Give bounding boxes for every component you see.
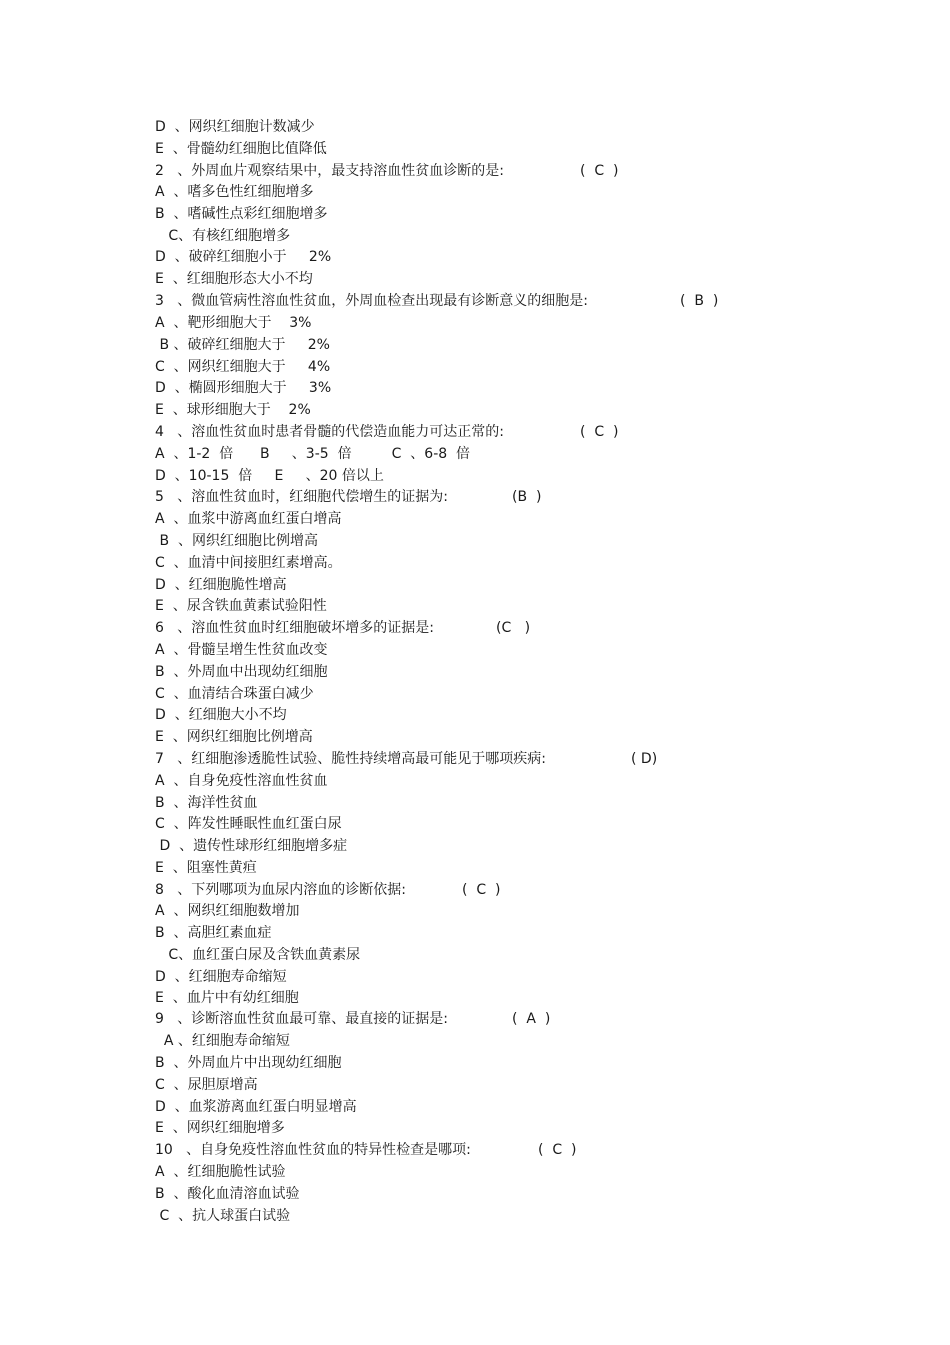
option-line: D 、红细胞脆性增高	[155, 577, 287, 593]
option-line: B 、网织红细胞比例增高	[155, 533, 318, 549]
question-line: 9 、诊断溶血性贫血最可靠、最直接的证据是:	[155, 1011, 448, 1027]
option-line: C、血红蛋白尿及含铁血黄素尿	[155, 947, 361, 963]
option-line: D 、破碎红细胞小于 2%	[155, 249, 332, 265]
option-line: E 、阻塞性黄疸	[155, 860, 257, 876]
answer-mark: ( C )	[580, 424, 619, 440]
question-line: 5 、溶血性贫血时，红细胞代偿增生的证据为:	[155, 489, 448, 505]
question-line: 3 、微血管病性溶血性贫血，外周血检查出现最有诊断意义的细胞是:	[155, 293, 588, 309]
option-line: A 、红细胞寿命缩短	[155, 1033, 290, 1049]
option-line: D 、红细胞寿命缩短	[155, 969, 287, 985]
option-line: C 、抗人球蛋白试验	[155, 1208, 291, 1224]
option-line: A 、血浆中游离血红蛋白增高	[155, 511, 342, 527]
answer-mark: (C )	[496, 620, 531, 636]
option-line: D 、遗传性球形红细胞增多症	[155, 838, 348, 854]
answer-mark: ( A )	[512, 1011, 551, 1027]
option-line: C 、血清中间接胆红素增高。	[155, 555, 342, 571]
option-line: A 、靶形细胞大于 3%	[155, 315, 312, 331]
question-line: 2 、外周血片观察结果中，最支持溶血性贫血诊断的是:	[155, 163, 504, 179]
answer-mark: ( B )	[680, 293, 719, 309]
option-line: E 、网织红细胞增多	[155, 1120, 285, 1136]
option-line: D 、红细胞大小不均	[155, 707, 287, 723]
option-line: D 、网织红细胞计数减少	[155, 119, 315, 135]
answer-mark: ( C )	[580, 163, 619, 179]
option-line: E 、球形细胞大于 2%	[155, 402, 311, 418]
question-line: 4 、溶血性贫血时患者骨髓的代偿造血能力可达正常的:	[155, 424, 504, 440]
option-line: B 、嗜碱性点彩红细胞增多	[155, 206, 328, 222]
question-line: 6 、溶血性贫血时红细胞破坏增多的证据是:	[155, 620, 434, 636]
option-line: D 、椭圆形细胞大于 3%	[155, 380, 332, 396]
option-line: C 、阵发性睡眠性血红蛋白尿	[155, 816, 342, 832]
answer-mark: ( C )	[538, 1142, 577, 1158]
option-line: C 、网织红细胞大于 4%	[155, 359, 331, 375]
option-line: E 、红细胞形态大小不均	[155, 271, 313, 287]
option-line: B 、外周血中出现幼红细胞	[155, 664, 328, 680]
option-line: B 、高胆红素血症	[155, 925, 272, 941]
question-line: 10 、自身免疫性溶血性贫血的特异性检查是哪项:	[155, 1142, 471, 1158]
option-line: B 、酸化血清溶血试验	[155, 1186, 300, 1202]
option-line: B 、海洋性贫血	[155, 795, 258, 811]
option-line: A 、网织红细胞数增加	[155, 903, 300, 919]
option-line: C 、尿胆原增高	[155, 1077, 258, 1093]
answer-mark: ( C )	[462, 882, 501, 898]
option-line: A 、自身免疫性溶血性贫血	[155, 773, 328, 789]
option-line: B 、外周血片中出现幼红细胞	[155, 1055, 342, 1071]
question-line: 7 、红细胞渗透脆性试验、脆性持续增高最可能见于哪项疾病:	[155, 751, 546, 767]
option-line: C、有核红细胞增多	[155, 228, 291, 244]
answer-mark: ( D)	[631, 751, 658, 767]
option-line: D 、血浆游离血红蛋白明显增高	[155, 1099, 357, 1115]
option-line: A 、嗜多色性红细胞增多	[155, 184, 314, 200]
option-line: A 、红细胞脆性试验	[155, 1164, 286, 1180]
answer-mark: (B )	[512, 489, 542, 505]
option-line: E 、网织红细胞比例增高	[155, 729, 313, 745]
option-line: E 、尿含铁血黄素试验阳性	[155, 598, 327, 614]
option-line: A 、1-2 倍 B 、3-5 倍 C 、6-8 倍	[155, 446, 471, 462]
question-line: 8 、下列哪项为血尿内溶血的诊断依据:	[155, 882, 406, 898]
option-line: E 、骨髓幼红细胞比值降低	[155, 141, 327, 157]
option-line: C 、血清结合珠蛋白减少	[155, 686, 314, 702]
option-line: A 、骨髓呈增生性贫血改变	[155, 642, 328, 658]
option-line: D 、10-15 倍 E 、20 倍以上	[155, 468, 384, 484]
option-line: E 、血片中有幼红细胞	[155, 990, 299, 1006]
option-line: B 、破碎红细胞大于 2%	[155, 337, 330, 353]
